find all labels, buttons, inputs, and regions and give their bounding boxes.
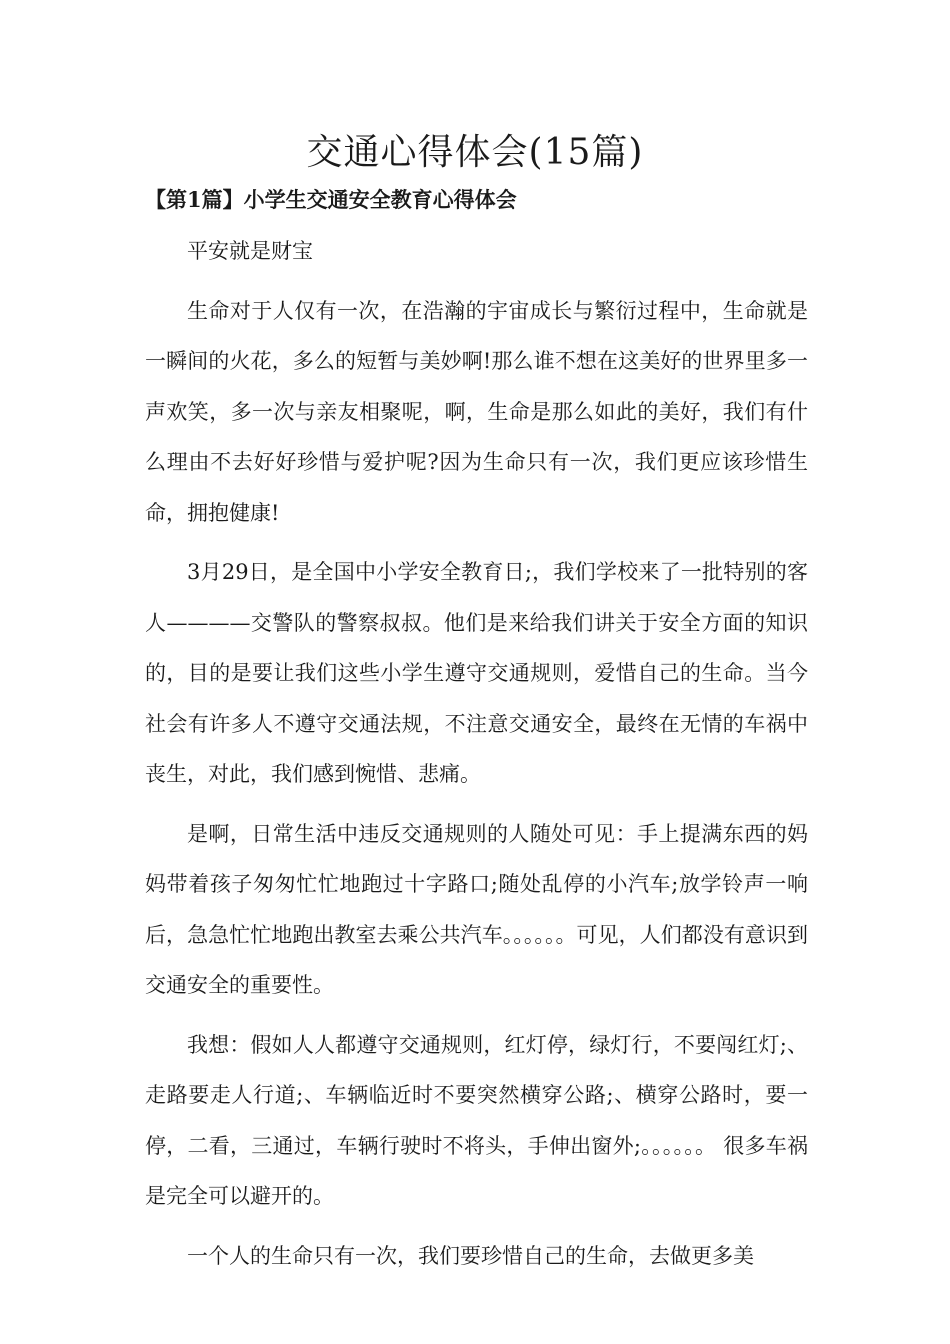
paragraph: 一个人的生命只有一次，我们要珍惜自己的生命，去做更多美 bbox=[187, 1243, 754, 1268]
document-title: 交通心得体会(15篇) bbox=[306, 132, 644, 173]
paragraph: 是啊，日常生活中违反交通规则的人随处可见：手上提满东西的妈妈带着孩子匆匆忙忙地跑过十字路口;随处乱停的小汽车;放学铃声一响后，急急忙忙地跑出教室去乘公共汽车。。。。。。可见，人们都没有意识到交通安全的重要性。 bbox=[145, 821, 808, 997]
essay-subtitle: 平安就是财宝 bbox=[187, 239, 313, 263]
document-body bbox=[145, 226, 808, 1290]
paragraph: 3月29日，是全国中小学安全教育日;，我们学校来了一批特别的客人————交警队的警察叔叔。他们是来给我们讲关于安全方面的知识的，目的是要让我们这些小学生遵守交通规则，爱惜自己的生命。当今社会有许多人不遵守交通法规，不注意交通安全，最终在无情的车祸中丧生，对此，我们感到惋惜、悲痛。 bbox=[145, 560, 808, 786]
section-heading: 【第1篇】小学生交通安全教育心得体会 bbox=[145, 187, 517, 212]
paragraph: 生命对于人仅有一次，在浩瀚的宇宙成长与繁衍过程中，生命就是一瞬间的火花，多么的短暂与美妙啊!那么谁不想在这美好的世界里多一声欢笑，多一次与亲友相聚呢，啊，生命是那么如此的美好，我们有什么理由不去好好珍惜与爱护呢?因为生命只有一次，我们更应该珍惜生命，拥抱健康! bbox=[145, 298, 808, 525]
paragraph: 我想：假如人人都遵守交通规则，红灯停，绿灯行，不要闯红灯;、走路要走人行道;、车辆临近时不要突然横穿公路;、横穿公路时，要一停，二看，三通过，车辆行驶时不将头，手伸出窗外;。。。。。。 很多车祸是完全可以避开的。 bbox=[145, 1032, 808, 1208]
